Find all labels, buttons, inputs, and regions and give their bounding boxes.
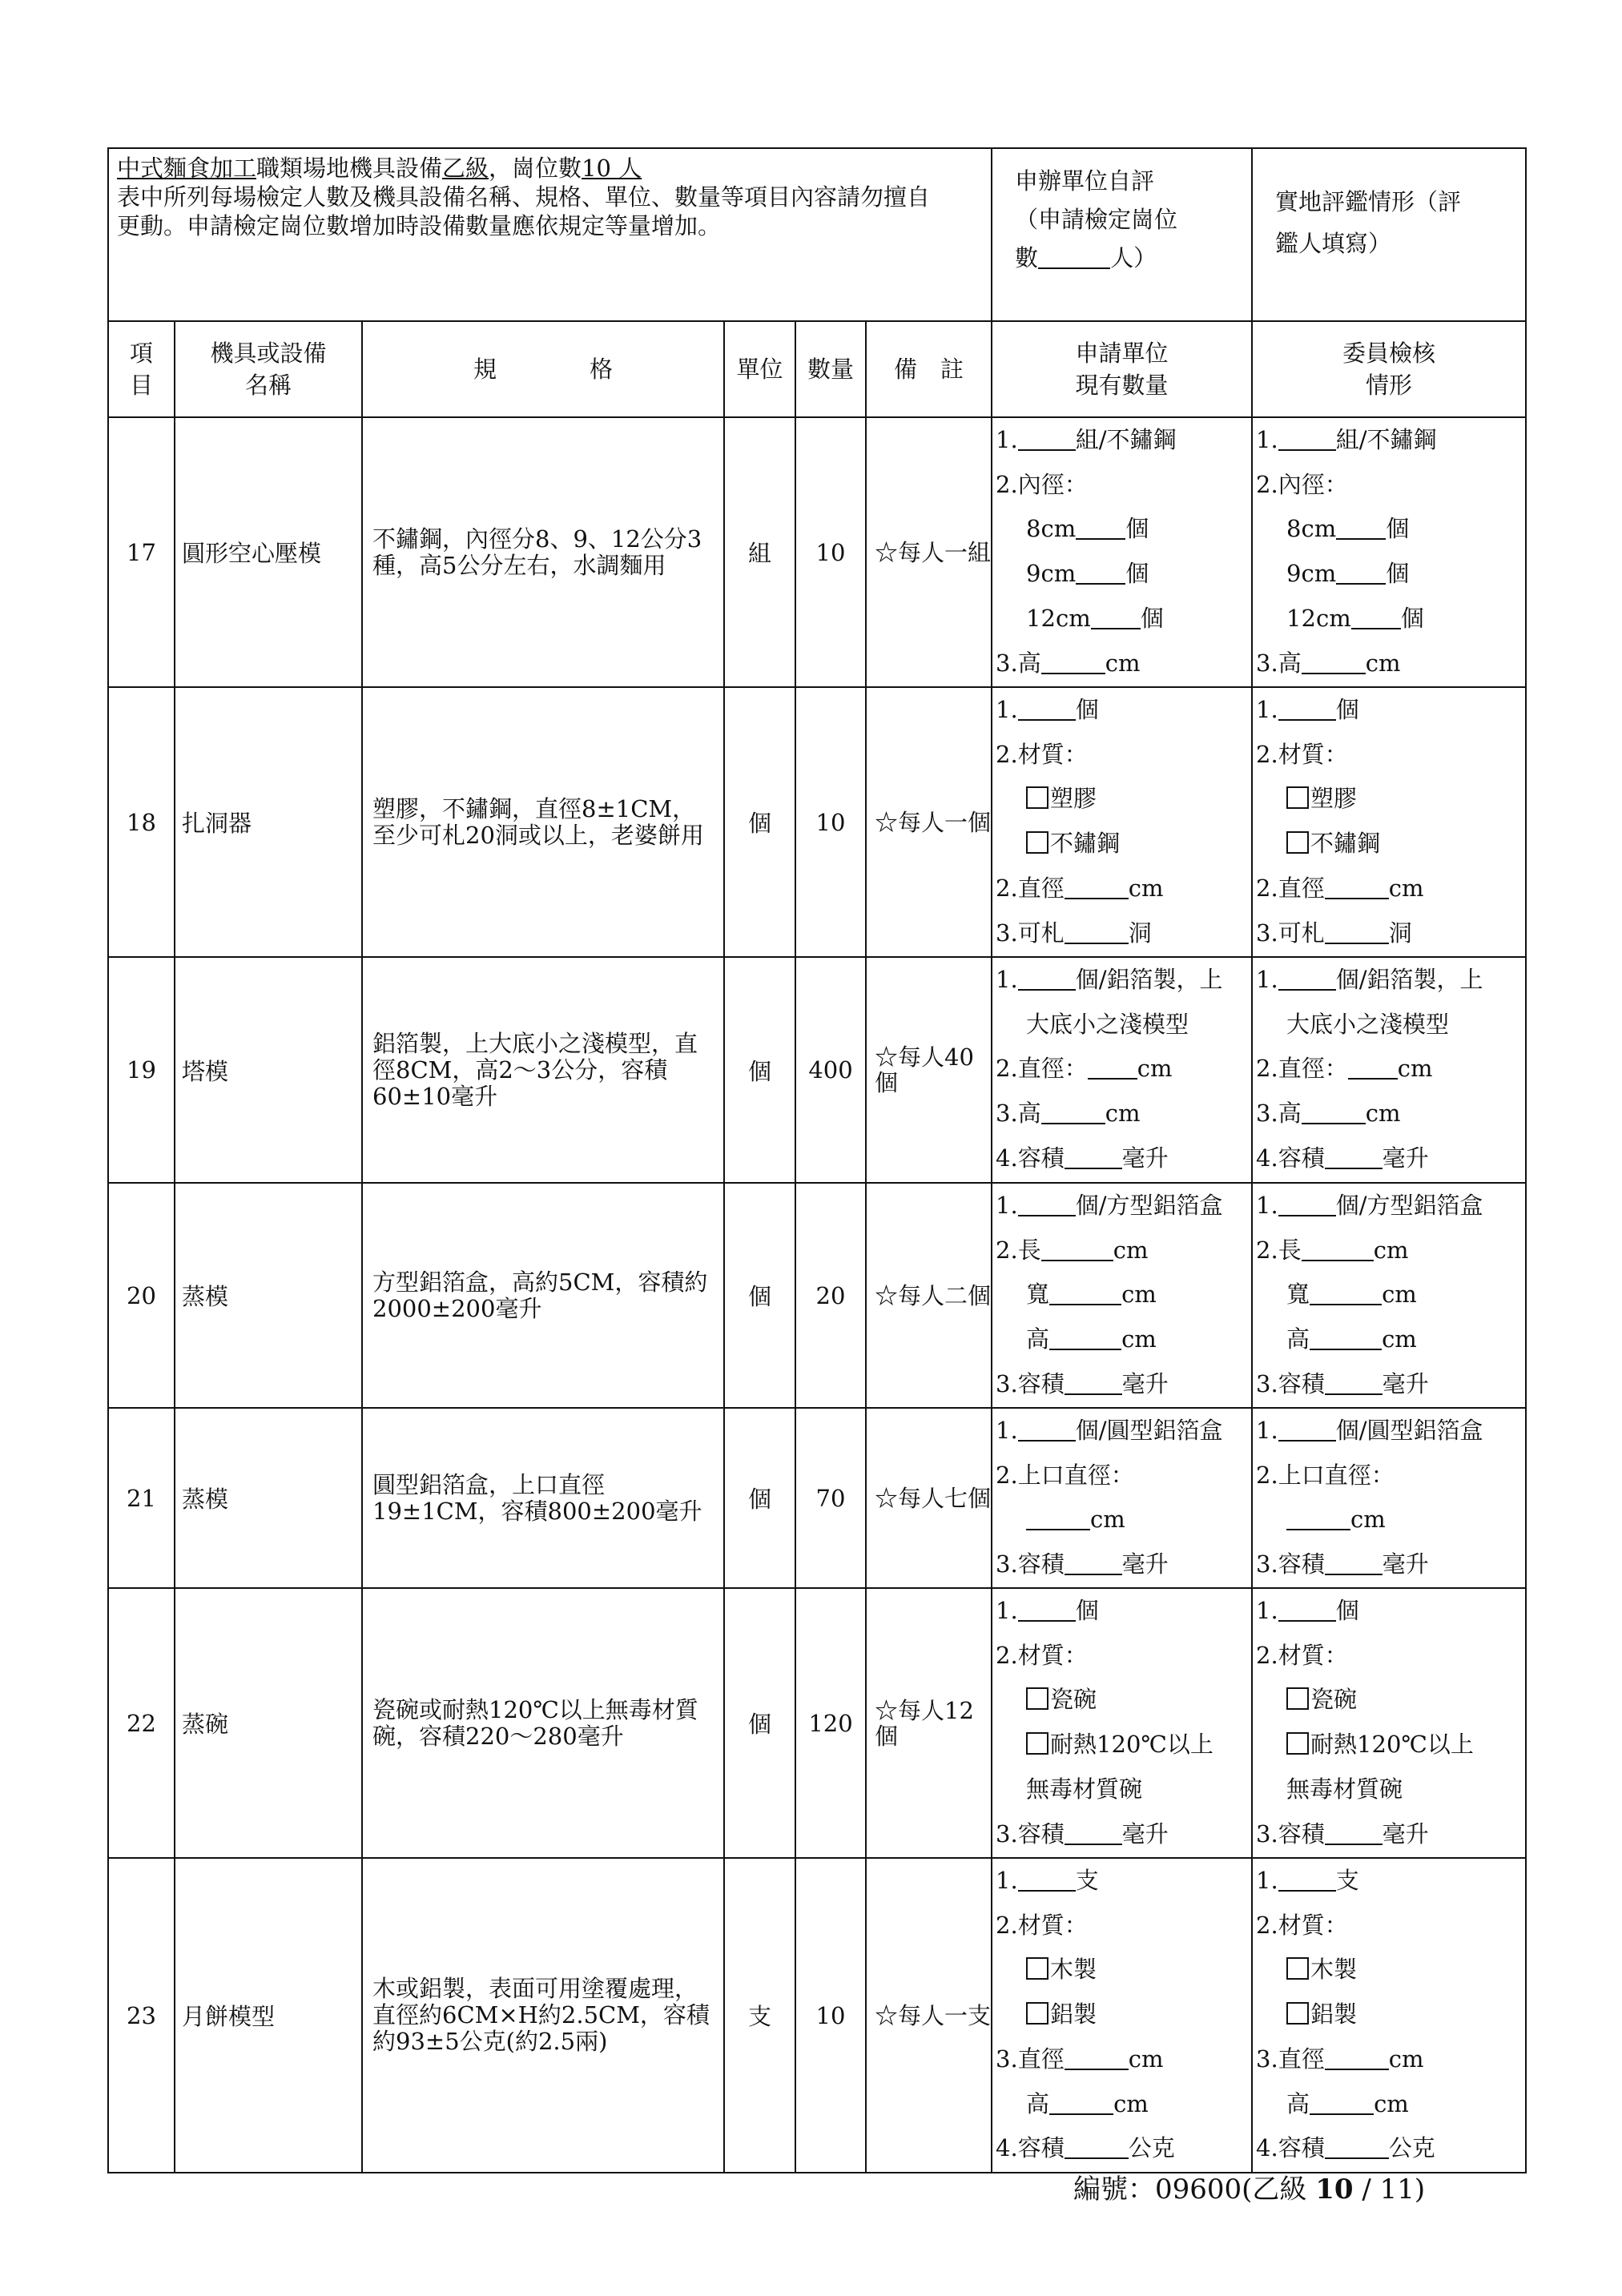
site-eval-header: 實地評鑑情形（評 鑑人填寫）: [1252, 148, 1526, 321]
equipment-spec: 圓型鋁箔盒，上口直徑19±1CM，容積800±200毫升: [362, 1408, 724, 1588]
station-count: 10 人: [582, 155, 642, 182]
checkbox[interactable]: [1026, 1687, 1048, 1710]
applicant-check: 1. 個/鋁箔製，上 大底小之淺模型 2.直徑： cm 3.高 cm 4.容積 毫升: [992, 957, 1252, 1183]
applicant-check: 1. 組/不鏽鋼 2.內徑： 8cm 個 9cm 個 12cm 個 3.高 cm: [992, 417, 1252, 687]
table-row: [108, 417, 1526, 687]
level: 乙級: [442, 155, 489, 182]
equipment-unit: 個: [724, 687, 795, 957]
intro-note-line2: 更動。申請檢定崗位數增加時設備數量應依規定等量增加。: [117, 212, 722, 239]
equipment-note: ☆每人七個: [866, 1408, 992, 1588]
item-number: 23: [108, 1858, 175, 2173]
page-number: 10: [1315, 2173, 1354, 2206]
applicant-check: 1. 個/圓型鋁箔盒 2.上口直徑： cm 3.容積 毫升: [992, 1408, 1252, 1588]
equipment-spec: 不鏽鋼，內徑分8、9、12公分3種，高5公分左右，水調麵用: [362, 417, 724, 687]
equipment-unit: 個: [724, 1588, 795, 1858]
checkbox[interactable]: [1286, 831, 1309, 854]
equipment-unit: 個: [724, 1183, 795, 1408]
equipment-qty: 120: [795, 1588, 866, 1858]
equipment-unit: 個: [724, 1408, 795, 1588]
col-item: 項 目: [108, 321, 175, 417]
table-row: [108, 1588, 1526, 1858]
checkbox[interactable]: [1026, 1957, 1048, 1980]
item-number: 21: [108, 1408, 175, 1588]
self-eval-header: 申辦單位自評 （申請檢定崗位 數 人）: [992, 148, 1252, 321]
equipment-qty: 10: [795, 417, 866, 687]
col-note: 備 註: [866, 321, 992, 417]
equipment-name: 塔模: [175, 957, 362, 1183]
equipment-qty: 70: [795, 1408, 866, 1588]
equipment-note: ☆每人一個: [866, 687, 992, 957]
column-header-row: [108, 321, 1526, 417]
checkbox[interactable]: [1026, 1732, 1048, 1755]
equipment-name: 蒸模: [175, 1408, 362, 1588]
table-header-row: [108, 148, 1526, 321]
checkbox[interactable]: [1286, 786, 1309, 809]
equipment-spec: 塑膠，不鏽鋼，直徑8±1CM，至少可札20洞或以上，老婆餅用: [362, 687, 724, 957]
col-applicant: 申請單位 現有數量: [992, 321, 1252, 417]
checkbox[interactable]: [1286, 1957, 1309, 1980]
committee-check: 1. 個/方型鋁箔盒 2.長 cm 寬 cm 高 cm 3.容積 毫升: [1252, 1183, 1526, 1408]
table-row: [108, 1858, 1526, 2173]
equipment-note: ☆每人一組: [866, 417, 992, 687]
checkbox[interactable]: [1286, 2002, 1309, 2025]
equipment-name: 月餅模型: [175, 1858, 362, 2173]
intro-note-line1: 表中所列每場檢定人數及機具設備名稱、規格、單位、數量等項目內容請勿擅自: [117, 183, 931, 211]
equipment-spec: 木或鋁製，表面可用塗覆處理，直徑約6CM×H約2.5CM，容積約93±5公克(約2.5兩): [362, 1858, 724, 2173]
equipment-unit: 個: [724, 957, 795, 1183]
equipment-note: ☆每人二個: [866, 1183, 992, 1408]
equipment-name: 蒸模: [175, 1183, 362, 1408]
table-row: [108, 1183, 1526, 1408]
equipment-table: [107, 147, 1527, 2173]
item-number: 19: [108, 957, 175, 1183]
col-spec: 規 格: [362, 321, 724, 417]
committee-check: 1. 個 2.材質： 瓷碗 耐熱120℃以上 無毒材質碗 3.容積 毫升: [1252, 1588, 1526, 1858]
applicant-check: 1. 個/方型鋁箔盒 2.長 cm 寬 cm 高 cm 3.容積 毫升: [992, 1183, 1252, 1408]
checkbox[interactable]: [1026, 831, 1048, 854]
applicant-check: 1. 支 2.材質： 木製 鋁製 3.直徑 cm 高 cm 4.容積 公克: [992, 1858, 1252, 2173]
equipment-unit: 組: [724, 417, 795, 687]
committee-check: 1. 支 2.材質： 木製 鋁製 3.直徑 cm 高 cm 4.容積 公克: [1252, 1858, 1526, 2173]
equipment-name: 蒸碗: [175, 1588, 362, 1858]
item-number: 20: [108, 1183, 175, 1408]
equipment-name: 圓形空心壓模: [175, 417, 362, 687]
col-unit: 單位: [724, 321, 795, 417]
equipment-note: ☆每人12個: [866, 1588, 992, 1858]
applicant-check: 1. 個 2.材質： 瓷碗 耐熱120℃以上 無毒材質碗 3.容積 毫升: [992, 1588, 1252, 1858]
equipment-name: 扎洞器: [175, 687, 362, 957]
col-name: 機具或設備 名稱: [175, 321, 362, 417]
equipment-spec: 鋁箔製，上大底小之淺模型，直徑8CM，高2～3公分，容積60±10毫升: [362, 957, 724, 1183]
equipment-note: ☆每人40個: [866, 957, 992, 1183]
item-number: 17: [108, 417, 175, 687]
equipment-qty: 400: [795, 957, 866, 1183]
checkbox[interactable]: [1026, 786, 1048, 809]
checkbox[interactable]: [1026, 2002, 1048, 2025]
checkbox[interactable]: [1286, 1732, 1309, 1755]
committee-check: 1. 組/不鏽鋼 2.內徑： 8cm 個 9cm 個 12cm 個 3.高 cm: [1252, 417, 1526, 687]
equipment-spec: 瓷碗或耐熱120℃以上無毒材質碗，容積220～280毫升: [362, 1588, 724, 1858]
equipment-note: ☆每人一支: [866, 1858, 992, 2173]
equipment-qty: 10: [795, 1858, 866, 2173]
equipment-spec: 方型鋁箔盒，高約5CM，容積約2000±200毫升: [362, 1183, 724, 1408]
table-row: [108, 687, 1526, 957]
item-number: 18: [108, 687, 175, 957]
col-committee: 委員檢核 情形: [1252, 321, 1526, 417]
committee-check: 1. 個/鋁箔製，上 大底小之淺模型 2.直徑： cm 3.高 cm 4.容積 毫升: [1252, 957, 1526, 1183]
equipment-qty: 10: [795, 687, 866, 957]
table-intro: 中式麵食加工職類場地機具設備乙級，崗位數10 人 表中所列每場檢定人數及機具設備名稱、規格、單位、數量等項目內容請勿擅自 更動。申請檢定崗位數增加時設備數量應依規定等量增加。: [108, 148, 992, 321]
trade-name: 中式麵食加工: [117, 155, 257, 182]
applicant-check: 1. 個 2.材質： 塑膠 不鏽鋼 2.直徑 cm 3.可札 洞: [992, 687, 1252, 957]
checkbox[interactable]: [1286, 1687, 1309, 1710]
committee-check: 1. 個/圓型鋁箔盒 2.上口直徑： cm 3.容積 毫升: [1252, 1408, 1526, 1588]
col-qty: 數量: [795, 321, 866, 417]
table-row: [108, 957, 1526, 1183]
equipment-unit: 支: [724, 1858, 795, 2173]
document-page: [107, 147, 1525, 2173]
table-row: [108, 1408, 1526, 1588]
equipment-qty: 20: [795, 1183, 866, 1408]
committee-check: 1. 個 2.材質： 塑膠 不鏽鋼 2.直徑 cm 3.可札 洞: [1252, 687, 1526, 957]
page-footer: 編號：09600(乙級 10 / 11): [1073, 2173, 1426, 2206]
item-number: 22: [108, 1588, 175, 1858]
